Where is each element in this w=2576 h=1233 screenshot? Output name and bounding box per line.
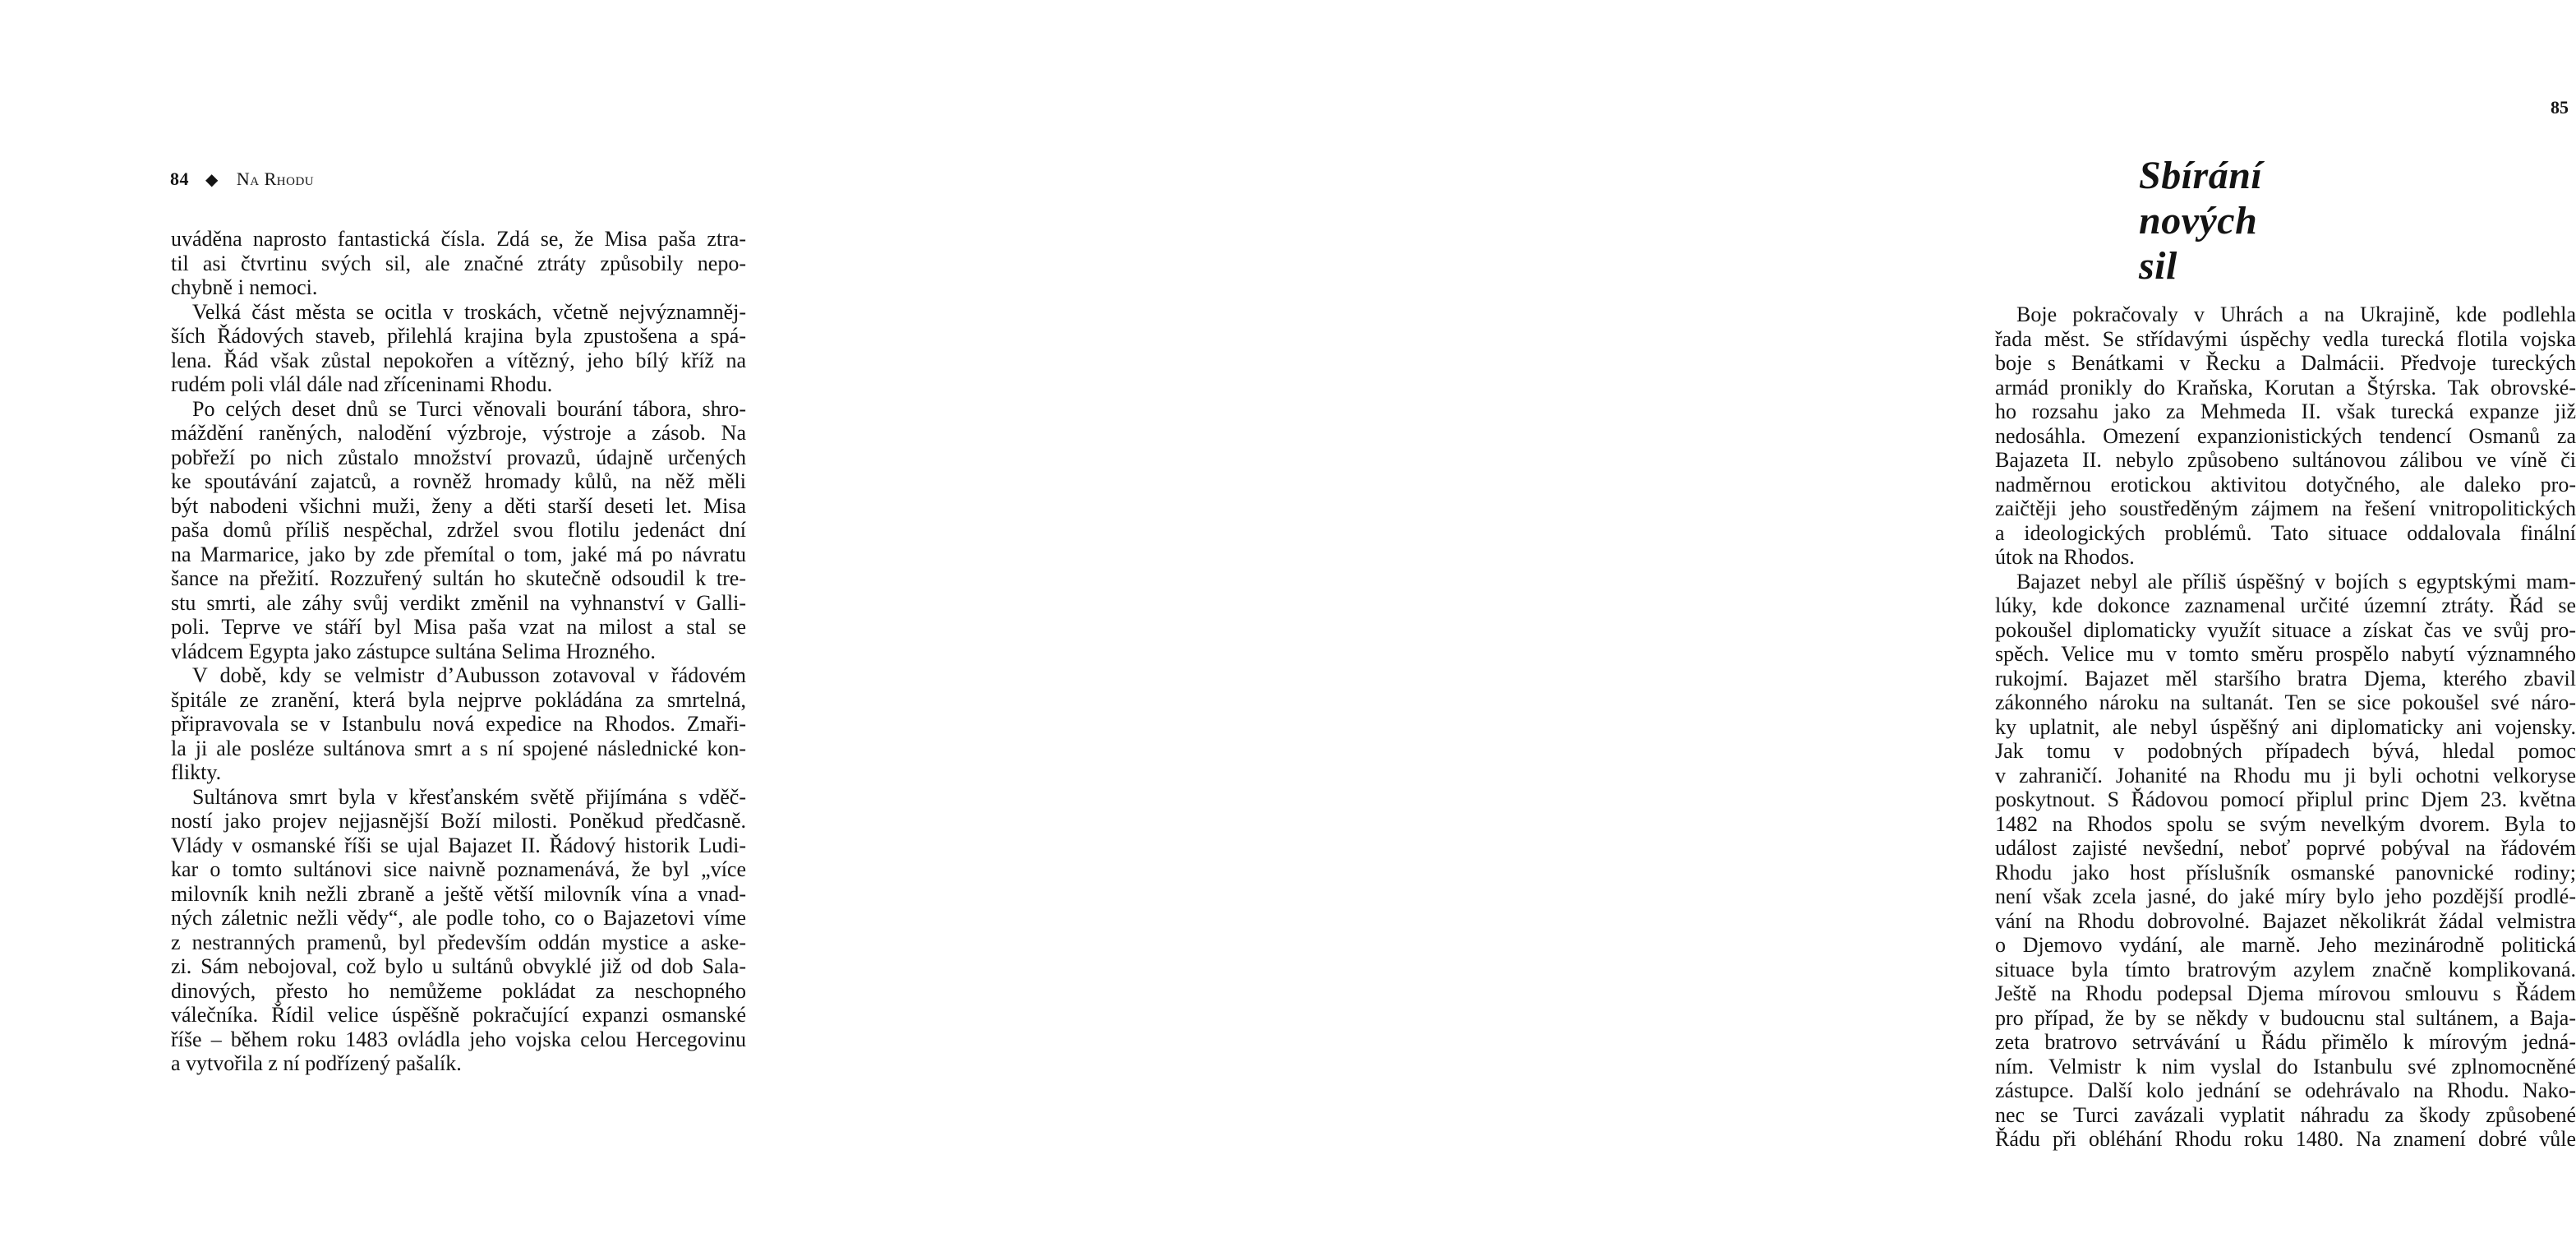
left-page (0, 0, 908, 1233)
text-line: řada měst. Se střídavými úspěchy vedla turecká flotila vojska (1995, 326, 2576, 351)
diamond-icon: ◆ (205, 171, 219, 189)
text-line: flikty. (171, 760, 222, 784)
text-line: situace byla tímto bratrovým azylem značně komplikovaná. (1995, 957, 2576, 981)
text-line: milovník knih nežli zbraně a ještě větší milovník vína a vnad- (171, 881, 746, 906)
text-line: pro případ, že by se někdy v budoucnu stal sultánem, a Baja- (1995, 1005, 2576, 1030)
text-line: uváděna naprosto fantastická čísla. Zdá se, že Misa paša ztra- (171, 227, 746, 251)
text-line: nadměrnou erotickou aktivitou dotyčného, ale daleko pro- (1995, 472, 2576, 496)
text-line: šance na přežití. Rozzuřený sultán ho skutečně odsoudil k tre- (171, 566, 746, 590)
text-line: v zahraničí. Johanité na Rhodu mu ji byli ochotni velkoryse (1995, 763, 2576, 787)
text-line: rukojmí. Bajazet měl staršího bratra Djema, kterého zbavil (1995, 666, 2576, 690)
text-line: válečníka. Řídil velice úspěšně pokračující expanzi osmanské (171, 1003, 746, 1027)
text-line: zeta bratrovo setrvávání u Řádu přimělo k mírovým jedná- (1995, 1030, 2576, 1054)
text-line: vládcem Egypta jako zástupce sultána Selima Hrozného. (171, 639, 656, 663)
chapter-title: Sbírání nových sil (2139, 154, 2263, 288)
text-line: být nabodeni všichni muži, ženy a děti starší deseti let. Misa (171, 493, 746, 518)
text-line: Rhodu jako host příslušník osmanské panovnické rodiny; (1995, 860, 2576, 884)
text-line: ností jako projev nejjasnější Boží milosti. Poněkud předčasně. (171, 809, 746, 833)
text-line: Velká část města se ocitla v troskách, včetně nejvýznamněj- (192, 299, 746, 324)
text-line: Ještě na Rhodu podepsal Djema mírovou smlouvu s Řádem (1995, 981, 2576, 1005)
text-line: ky uplatnit, ale nebyl úspěšný ani diplomaticky ani vojensky. (1995, 714, 2576, 739)
text-line: Po celých deset dnů se Turci věnovali bourání tábora, shro- (192, 396, 746, 421)
text-line: 1482 na Rhodos spolu se svým nevelkým dvorem. Byla to (1995, 811, 2576, 836)
text-line: zaičtěji jeho soustředěným zájmem na řešení vnitropolitických (1995, 496, 2576, 520)
text-line: a vytvořila z ní podřízený pašalík. (171, 1051, 462, 1075)
text-line: poskytnout. S Řádovou pomocí připlul princ Djem 23. května (1995, 787, 2576, 811)
text-line: ke spoutávání zajatců, a rovněž hromady kůlů, na něž měli (171, 469, 746, 493)
text-line: lena. Řád však zůstal nepokořen a vítězný, jeho bílý kříž na (171, 348, 746, 372)
text-line: Sultánova smrt byla v křesťanském světě přijímána s vděč- (192, 784, 746, 809)
text-line: nec se Turci zavázali vyplatit náhradu za škody způsobené (1995, 1102, 2576, 1127)
text-line: na Marmarice, jako by zde přemítal o tom, jaké má po návratu (171, 542, 746, 566)
text-line: lúky, kde dokonce zaznamenal určité územní ztráty. Řád se (1995, 593, 2576, 617)
text-line: boje s Benátkami v Řecku a Dalmácii. Předvoje tureckých (1995, 351, 2576, 375)
body-text (171, 227, 746, 1076)
text-line: nedosáhla. Omezení expanzionistických tendencí Osmanů za (1995, 423, 2576, 448)
running-header (170, 169, 314, 190)
text-line: vání na Rhodu dobrovolné. Bajazet několikrát žádal velmistra (1995, 908, 2576, 933)
text-line: til asi čtvrtinu svých sil, ale značné ztráty způsobily nepo- (171, 251, 746, 275)
text-line: ho rozsahu jako za Mehmeda II. však turecká expanze již (1995, 399, 2576, 423)
text-line: rudém poli vlál dále nad zříceninami Rhodu. (171, 372, 553, 396)
text-line: la ji ale posléze sultánova smrt a s ní spojené následnické kon- (171, 736, 746, 760)
text-line: říše – během roku 1483 ovládla jeho vojska celou Hercegovinu (171, 1027, 746, 1051)
text-line: ších Řádových staveb, přilehlá krajina byla zpustošena a spá- (171, 324, 746, 348)
body-text (1995, 302, 2576, 1152)
text-line: pobřeží po nich zůstalo množství provazů, údajně určených (171, 445, 746, 469)
text-line: útok na Rhodos. (1995, 545, 2135, 569)
text-line: chybně i nemoci. (171, 275, 318, 299)
text-line: ných záletnic nežli vědy“, ale podle toho, co o Bajazetovi víme (171, 906, 746, 930)
text-line: Vlády v osmanské říši se ujal Bajazet II. Řádový historik Ludi- (171, 833, 746, 857)
text-line: kar o tomto sultánovi sice naivně poznamenává, že byl „více (171, 857, 746, 881)
text-line: stu smrti, ale záhy svůj verdikt změnil na vyhnanství v Galli- (171, 590, 746, 615)
text-line: pokoušel diplomaticky využít situace a získat čas ve svůj pro- (1995, 617, 2576, 642)
text-line: zákonného nároku na sultanát. Ten se sice pokoušel své náro- (1995, 690, 2576, 714)
text-line: není však zcela jasné, do jaké míry bylo jeho pozdější prodlé- (1995, 884, 2576, 908)
running-head-title: Na Rhodu (236, 169, 315, 189)
text-line: spěch. Velice mu v tomto směru prospělo nabytí významného (1995, 642, 2576, 666)
text-line: armád pronikly do Kraňska, Korutan a Štýrska. Tak obrovské- (1995, 375, 2576, 399)
text-line: o Djemovo vydání, ale marně. Jeho mezinárodně politická (1995, 933, 2576, 957)
text-line: Řádu při obléhání Rhodu roku 1480. Na znamení dobré vůle (1995, 1127, 2576, 1151)
text-line: Bajazet nebyl ale příliš úspěšný v bojích s egyptskými mam- (2016, 569, 2576, 593)
text-line: máždění raněných, nalodění výzbroje, výstroje a zásob. Na (171, 421, 746, 445)
text-line: Boje pokračovaly v Uhrách a na Ukrajině, kde podlehla (2016, 302, 2576, 326)
text-line: poli. Teprve ve stáří byl Misa paša vzat na milost a stal se (171, 615, 746, 639)
text-line: špitále ze zranění, která byla nejprve pokládána za smrtelná, (171, 687, 746, 712)
text-line: ním. Velmistr k nim vyslal do Istanbulu své zplnomocněné (1995, 1054, 2576, 1078)
text-line: dinových, přesto ho nemůžeme pokládat za neschopného (171, 978, 746, 1003)
text-line: a ideologických problémů. Tato situace oddalovala finální (1995, 520, 2576, 545)
text-line: zástupce. Další kolo jednání se odehrávalo na Rhodu. Nako- (1995, 1078, 2576, 1102)
right-page (908, 0, 2576, 1233)
text-line: V době, kdy se velmistr d’Aubusson zotavoval v řádovém (192, 663, 746, 687)
page-number: 84 (170, 169, 189, 189)
text-line: Jak tomu v podobných případech bývá, hledal pomoc (1995, 739, 2576, 763)
text-line: z nestranných pramenů, byl především oddán mystice a aske- (171, 930, 746, 954)
page-number: 85 (2551, 97, 2569, 118)
text-line: zi. Sám nebojoval, což bylo u sultánů obvyklé již od dob Sala- (171, 954, 746, 978)
text-line: paša domů příliš nespěchal, zdržel svou flotilu jedenáct dní (171, 518, 746, 542)
text-line: připravovala se v Istanbulu nová expedice na Rhodos. Zmaři- (171, 712, 746, 736)
text-line: událost zajisté nevšední, neboť poprvé pobýval na řádovém (1995, 836, 2576, 860)
text-line: Bajazeta II. nebylo způsobeno sultánovou zálibou ve víně či (1995, 448, 2576, 472)
